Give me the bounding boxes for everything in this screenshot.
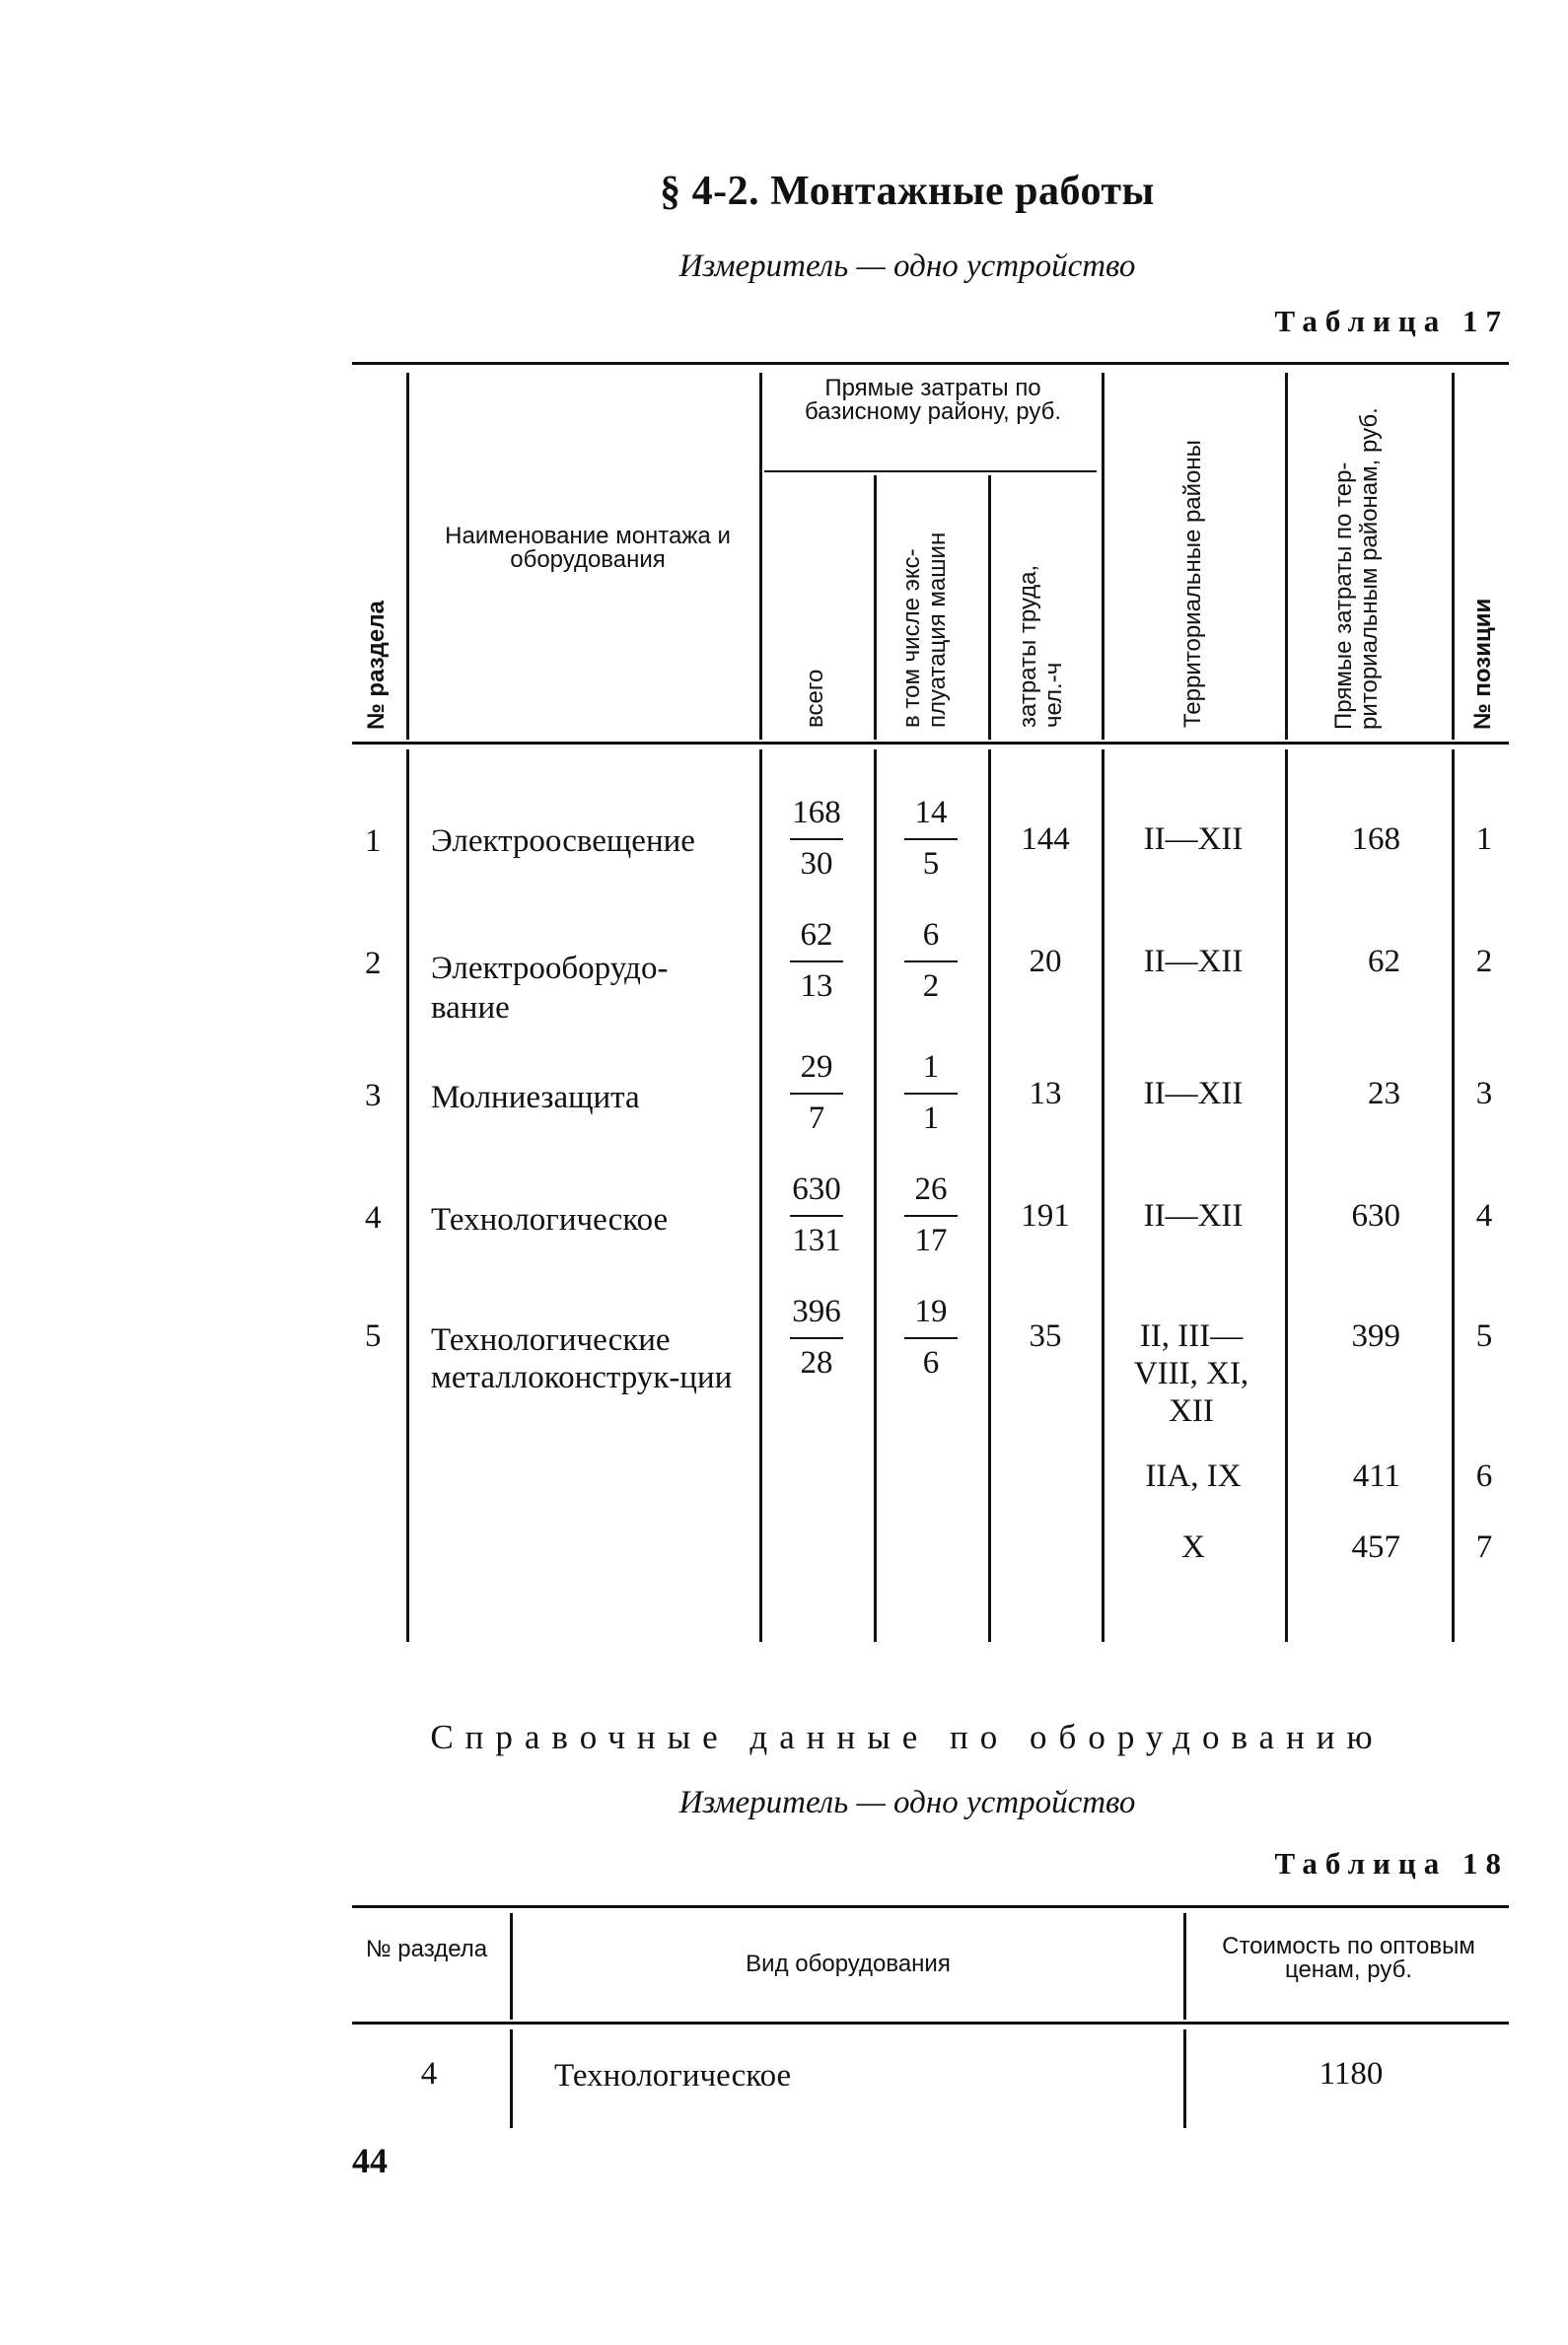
header-equipment-type: Вид оборудования bbox=[746, 1951, 951, 1977]
fraction-denominator: 131 bbox=[792, 1223, 841, 1258]
fraction-denominator: 1 bbox=[922, 1101, 940, 1136]
row-regions: X bbox=[1181, 1529, 1205, 1565]
header-name: Наименование монтажа и оборудования bbox=[445, 523, 731, 573]
fraction-total bbox=[777, 793, 856, 884]
table-17-col-rule bbox=[759, 373, 762, 740]
header-incl-machines-text: в том числе экс-плуатация машин bbox=[898, 532, 951, 728]
fraction-numerator: 1 bbox=[922, 1049, 940, 1085]
fraction-machines bbox=[891, 1047, 970, 1138]
header-section-no: № раздела bbox=[365, 1936, 488, 1962]
row-section-no: 5 bbox=[365, 1318, 382, 1354]
fraction-numerator: 29 bbox=[800, 1049, 833, 1085]
fraction-bar bbox=[790, 1215, 843, 1217]
row-position-no: 3 bbox=[1475, 1076, 1493, 1111]
row-regions: IIA, IX bbox=[1145, 1458, 1242, 1494]
measure-note-2: Измеритель — одно устройство bbox=[678, 1785, 1136, 1820]
fraction-bar bbox=[790, 1337, 843, 1339]
header-region-costs bbox=[1331, 379, 1383, 730]
fraction-bar bbox=[790, 838, 843, 840]
row-regions: II—XII bbox=[1143, 1076, 1244, 1111]
section-title: § 4-2. Монтажные работы bbox=[660, 169, 1155, 214]
row-labor: 20 bbox=[1029, 944, 1062, 979]
table-17-col-rule bbox=[988, 749, 991, 1642]
header-labor bbox=[1016, 511, 1067, 728]
fraction-denominator: 2 bbox=[922, 968, 940, 1004]
row-regions: II—XII bbox=[1143, 1198, 1244, 1234]
table-17-col-rule bbox=[759, 749, 762, 1642]
table-17-col-rule bbox=[1102, 373, 1105, 740]
header-position-no: № позиции bbox=[1469, 598, 1496, 730]
fraction-bar bbox=[790, 960, 843, 962]
row-labor: 144 bbox=[1021, 821, 1070, 857]
fraction-numerator: 19 bbox=[914, 1294, 948, 1329]
table-18-top-rule bbox=[352, 1905, 1509, 1908]
row-regions: II, III—VIII, XI, XII bbox=[1133, 1318, 1249, 1429]
row-name: Электроосвещение bbox=[431, 823, 695, 859]
row-section-no: 4 bbox=[420, 2056, 438, 2092]
fraction-denominator: 28 bbox=[800, 1345, 833, 1381]
row-regions: II—XII bbox=[1143, 821, 1244, 857]
row-region-cost: 168 bbox=[1351, 821, 1400, 857]
table-17-col-rule bbox=[1452, 749, 1455, 1642]
fraction-denominator: 5 bbox=[922, 846, 940, 882]
header-labor-text: затраты труда, чел.-ч bbox=[1015, 564, 1067, 728]
fraction-total bbox=[777, 915, 856, 1006]
row-section-no: 1 bbox=[365, 823, 382, 859]
fraction-bar bbox=[904, 1215, 958, 1217]
fraction-bar bbox=[904, 1337, 958, 1339]
table-17-col-rule bbox=[1285, 373, 1288, 740]
row-labor: 35 bbox=[1029, 1318, 1062, 1354]
table-17-col-rule bbox=[406, 749, 409, 1642]
measure-note: Измеритель — одно устройство bbox=[678, 249, 1136, 284]
row-regions: II—XII bbox=[1143, 944, 1244, 979]
fraction-numerator: 62 bbox=[800, 917, 833, 953]
row-position-no: 1 bbox=[1475, 821, 1493, 857]
table-17-subheader-rule bbox=[764, 470, 1097, 472]
header-total: всего bbox=[802, 669, 828, 728]
row-position-no: 5 bbox=[1475, 1318, 1493, 1354]
table-17-col-rule bbox=[1285, 749, 1288, 1642]
table-18-col-rule bbox=[510, 1913, 513, 2020]
fraction-denominator: 7 bbox=[808, 1101, 825, 1136]
fraction-total bbox=[777, 1047, 856, 1138]
fraction-numerator: 14 bbox=[914, 795, 948, 830]
table-17-col-rule bbox=[1102, 749, 1105, 1642]
fraction-denominator: 13 bbox=[800, 968, 833, 1004]
row-labor: 13 bbox=[1029, 1076, 1062, 1111]
fraction-numerator: 26 bbox=[914, 1172, 948, 1207]
fraction-numerator: 6 bbox=[922, 917, 940, 953]
header-cost: Стоимость по оптовым ценам, руб. bbox=[1222, 1933, 1475, 1983]
row-labor: 191 bbox=[1021, 1198, 1070, 1234]
table-17-header-rule bbox=[352, 742, 1509, 745]
fraction-numerator: 168 bbox=[792, 795, 841, 830]
row-region-cost: 630 bbox=[1351, 1198, 1400, 1234]
table-17-col-rule bbox=[874, 475, 877, 740]
header-direct-costs: Прямые затраты по базисному району, руб. bbox=[804, 375, 1062, 425]
row-position-no: 6 bbox=[1475, 1458, 1493, 1494]
fraction-denominator: 17 bbox=[914, 1223, 948, 1258]
table-18-label: Таблица 18 bbox=[1274, 1846, 1509, 1881]
table-17-col-rule bbox=[1452, 373, 1455, 740]
row-region-cost: 457 bbox=[1351, 1529, 1400, 1565]
table-17-col-rule bbox=[874, 749, 877, 1642]
row-position-no: 7 bbox=[1475, 1529, 1493, 1565]
row-section-no: 3 bbox=[365, 1078, 382, 1113]
table-18-col-rule bbox=[1183, 2029, 1186, 2128]
header-region-costs-text: Прямые затраты по тер-риториальным районам, руб. bbox=[1330, 407, 1383, 730]
row-name: Технологическое bbox=[431, 1202, 669, 1238]
header-incl-machines bbox=[899, 481, 951, 728]
fraction-bar bbox=[904, 960, 958, 962]
row-cost: 1180 bbox=[1319, 2056, 1384, 2092]
row-position-no: 2 bbox=[1475, 944, 1493, 979]
fraction-total bbox=[777, 1292, 856, 1383]
row-section-no: 2 bbox=[365, 946, 382, 981]
row-region-cost: 23 bbox=[1368, 1076, 1400, 1111]
table-18-col-rule bbox=[510, 2029, 513, 2128]
table-18-header-rule bbox=[352, 2022, 1509, 2025]
table-17-top-rule bbox=[352, 362, 1509, 365]
header-section-no: № раздела bbox=[363, 601, 390, 730]
fraction-machines bbox=[891, 1292, 970, 1383]
fraction-machines bbox=[891, 793, 970, 884]
row-name: Технологические металлоконструк-ции bbox=[431, 1322, 733, 1395]
row-region-cost: 411 bbox=[1352, 1458, 1400, 1494]
fraction-machines bbox=[891, 1170, 970, 1260]
table-18-col-rule bbox=[1183, 1913, 1186, 2020]
row-name: Электрооборудо-вание bbox=[431, 951, 669, 1026]
row-region-cost: 62 bbox=[1368, 944, 1400, 979]
header-regions: Территориальные районы bbox=[1179, 440, 1206, 728]
row-position-no: 4 bbox=[1475, 1198, 1493, 1234]
fraction-numerator: 396 bbox=[792, 1294, 841, 1329]
fraction-total bbox=[777, 1170, 856, 1260]
reference-title: Справочные данные по оборудованию bbox=[430, 1718, 1385, 1756]
fraction-denominator: 6 bbox=[922, 1345, 940, 1381]
row-equipment-type: Технологическое bbox=[554, 2058, 792, 2094]
row-name: Молниезащита bbox=[431, 1080, 640, 1115]
row-region-cost: 399 bbox=[1351, 1318, 1400, 1354]
page-number: 44 bbox=[352, 2141, 388, 2180]
fraction-machines bbox=[891, 915, 970, 1006]
fraction-numerator: 630 bbox=[792, 1172, 841, 1207]
table-17-col-rule bbox=[406, 373, 409, 740]
fraction-bar bbox=[790, 1093, 843, 1095]
fraction-bar bbox=[904, 1093, 958, 1095]
fraction-bar bbox=[904, 838, 958, 840]
row-section-no: 4 bbox=[365, 1200, 382, 1236]
table-17-label: Таблица 17 bbox=[1274, 304, 1509, 338]
fraction-denominator: 30 bbox=[800, 846, 833, 882]
table-17-col-rule bbox=[988, 475, 991, 740]
